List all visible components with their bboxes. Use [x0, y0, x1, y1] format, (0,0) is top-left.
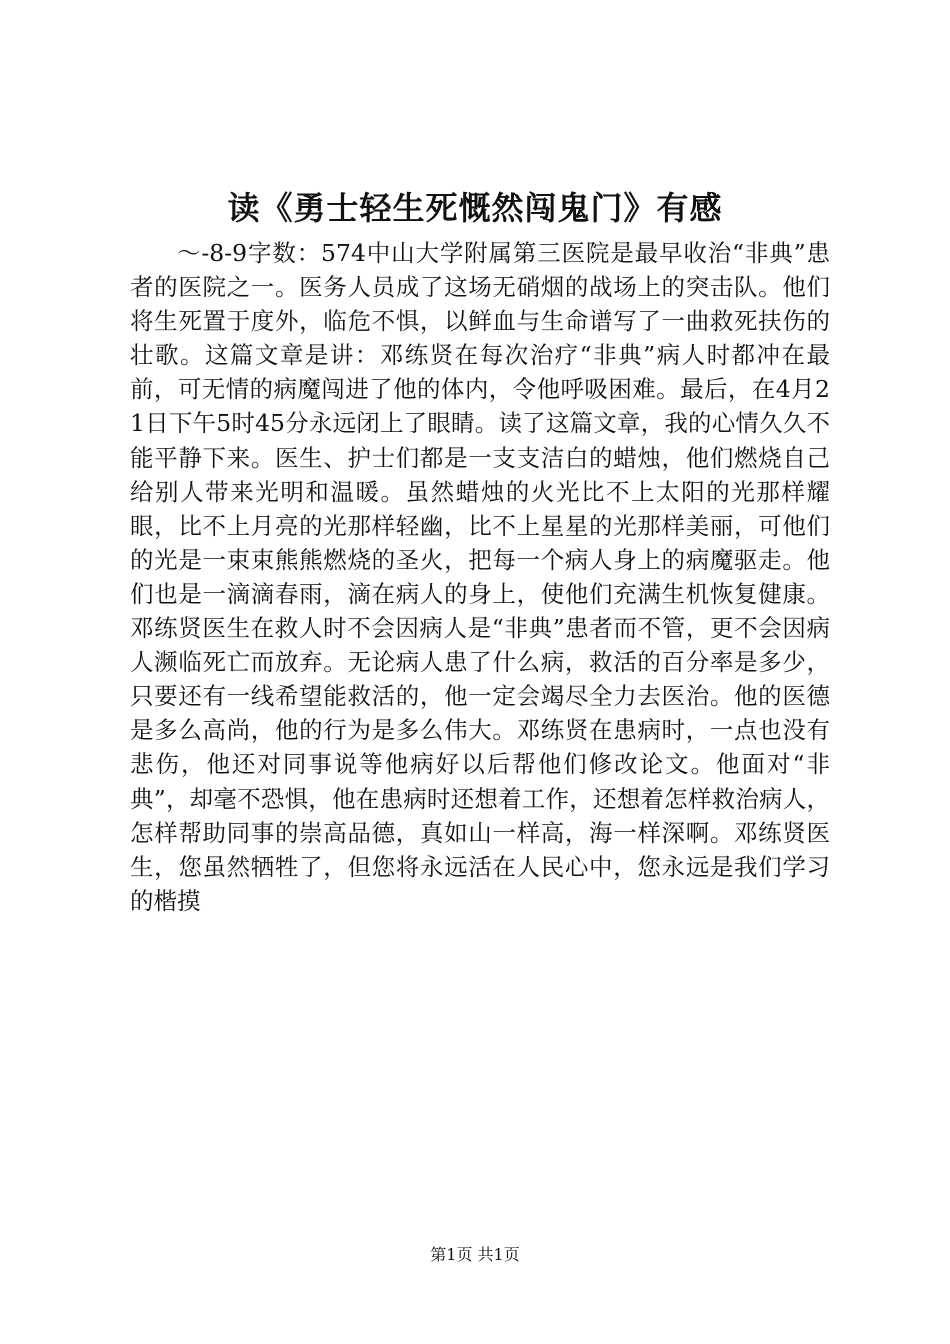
- page-footer: 第1页 共1页: [430, 1245, 520, 1264]
- document-title: 读《勇士轻生死慨然闯鬼门》有感: [227, 189, 723, 227]
- document-body: ～-8-9字数：574中山大学附属第三医院是最早收治“非典”患者的医院之一。医务人员成了这场无硝烟的战场上的突击队。他们将生死置于度外，临危不惧，以鲜血与生命谱写了一曲救死扶伤的壮歌。这篇文章是讲：邓练贤在每次治疗“非典”病人时都冲在最前，可无情的病魔闯进了他的体内，令他呼吸困难。最后，在4月21日下午5时45分永远闭上了眼睛。读了这篇文章，我的心情久久不能平静下来。医生、护士们都是一支支洁白的蜡烛，他们燃烧自己给别人带来光明和温暖。虽然蜡烛的火光比不上太阳的光那样耀眼，比不上月亮的光那样轻幽，比不上星星的光那样美丽，可他们的光是一束束熊熊燃烧的圣火，把每一个病人身上的病魔驱走。他们也是一滴滴春雨，滴在病人的身上，使他们充满生机恢复健康。邓练贤医生在救人时不会因病人是“非典”患者而不管，更不会因病人濒临死亡而放弃。无论病人患了什么病，救活的百分率是多少，只要还有一线希望能救活的，他一定会竭尽全力去医治。他的医德是多么高尚，他的行为是多么伟大。邓练贤在患病时，一点也没有悲伤，他还对同事说等他病好以后帮他们修改论文。他面对“非典”，却毫不恐惧，他在患病时还想着工作，还想着怎样救治病人，怎样帮助同事的崇高品德，真如山一样高，海一样深啊。邓练贤医生，您虽然牺牲了，但您将永远活在人民心中，您永远是我们学习的楷摸: [130, 239, 830, 915]
